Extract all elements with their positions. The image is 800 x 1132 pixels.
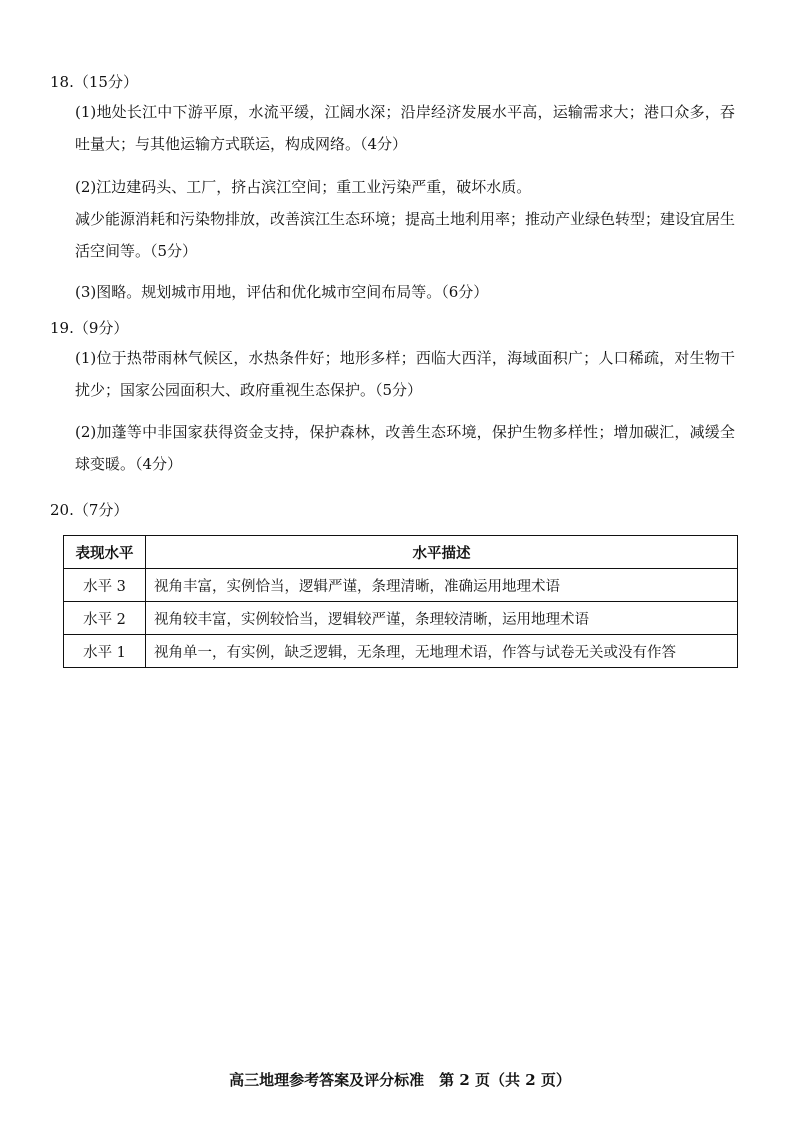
level-cell: 水平 3 — [64, 569, 146, 602]
q18-part2: (2)江边建码头、工厂，挤占滨江空间；重工业污染严重，破坏水质。 — [75, 178, 532, 196]
description-cell: 视角较丰富，实例较恰当，逻辑较严谨，条理较清晰，运用地理术语 — [146, 602, 738, 635]
table-row — [64, 569, 738, 602]
q19-header: 19.（9分） — [50, 319, 129, 337]
q18-part1: (1)地处长江中下游平原，水流平缓，江阔水深；沿岸经济发展水平高，运输需求大；港口众多，吞吐量大；与其他运输方式联运，构成网络。（4分） — [75, 103, 735, 153]
column-header-description: 水平描述 — [146, 536, 738, 569]
description-cell: 视角丰富，实例恰当，逻辑严谨，条理清晰，准确运用地理术语 — [146, 569, 738, 602]
level-cell: 水平 1 — [64, 635, 146, 668]
column-header-level: 表现水平 — [64, 536, 146, 569]
page-footer: 高三地理参考答案及评分标准 第 2 页（共 2 页） — [229, 1071, 571, 1089]
table-row — [64, 635, 738, 668]
table-row — [64, 602, 738, 635]
q19-part2: (2)加蓬等中非国家获得资金支持，保护森林，改善生态环境，保护生物多样性；增加碳汇，减缓全球变暖。（4分） — [75, 423, 735, 473]
level-cell: 水平 2 — [64, 602, 146, 635]
q19-part1: (1)位于热带雨林气候区，水热条件好；地形多样；西临大西洋，海域面积广；人口稀疏，对生物干扰少；国家公园面积大、政府重视生态保护。（5分） — [75, 349, 735, 399]
q20-header: 20.（7分） — [50, 501, 129, 519]
description-cell: 视角单一，有实例，缺乏逻辑，无条理，无地理术语，作答与试卷无关或没有作答 — [146, 635, 738, 668]
q18-part2-measures: 减少能源消耗和污染物排放，改善滨江生态环境；提高土地利用率；推动产业绿色转型；建设宜居生活空间等。（5分） — [75, 210, 736, 260]
q18-part3: (3)图略。规划城市用地，评估和优化城市空间布局等。（6分） — [75, 283, 489, 301]
table-header-row — [64, 536, 738, 569]
q18-header: 18.（15分） — [50, 73, 138, 91]
scoring-table — [63, 535, 738, 668]
